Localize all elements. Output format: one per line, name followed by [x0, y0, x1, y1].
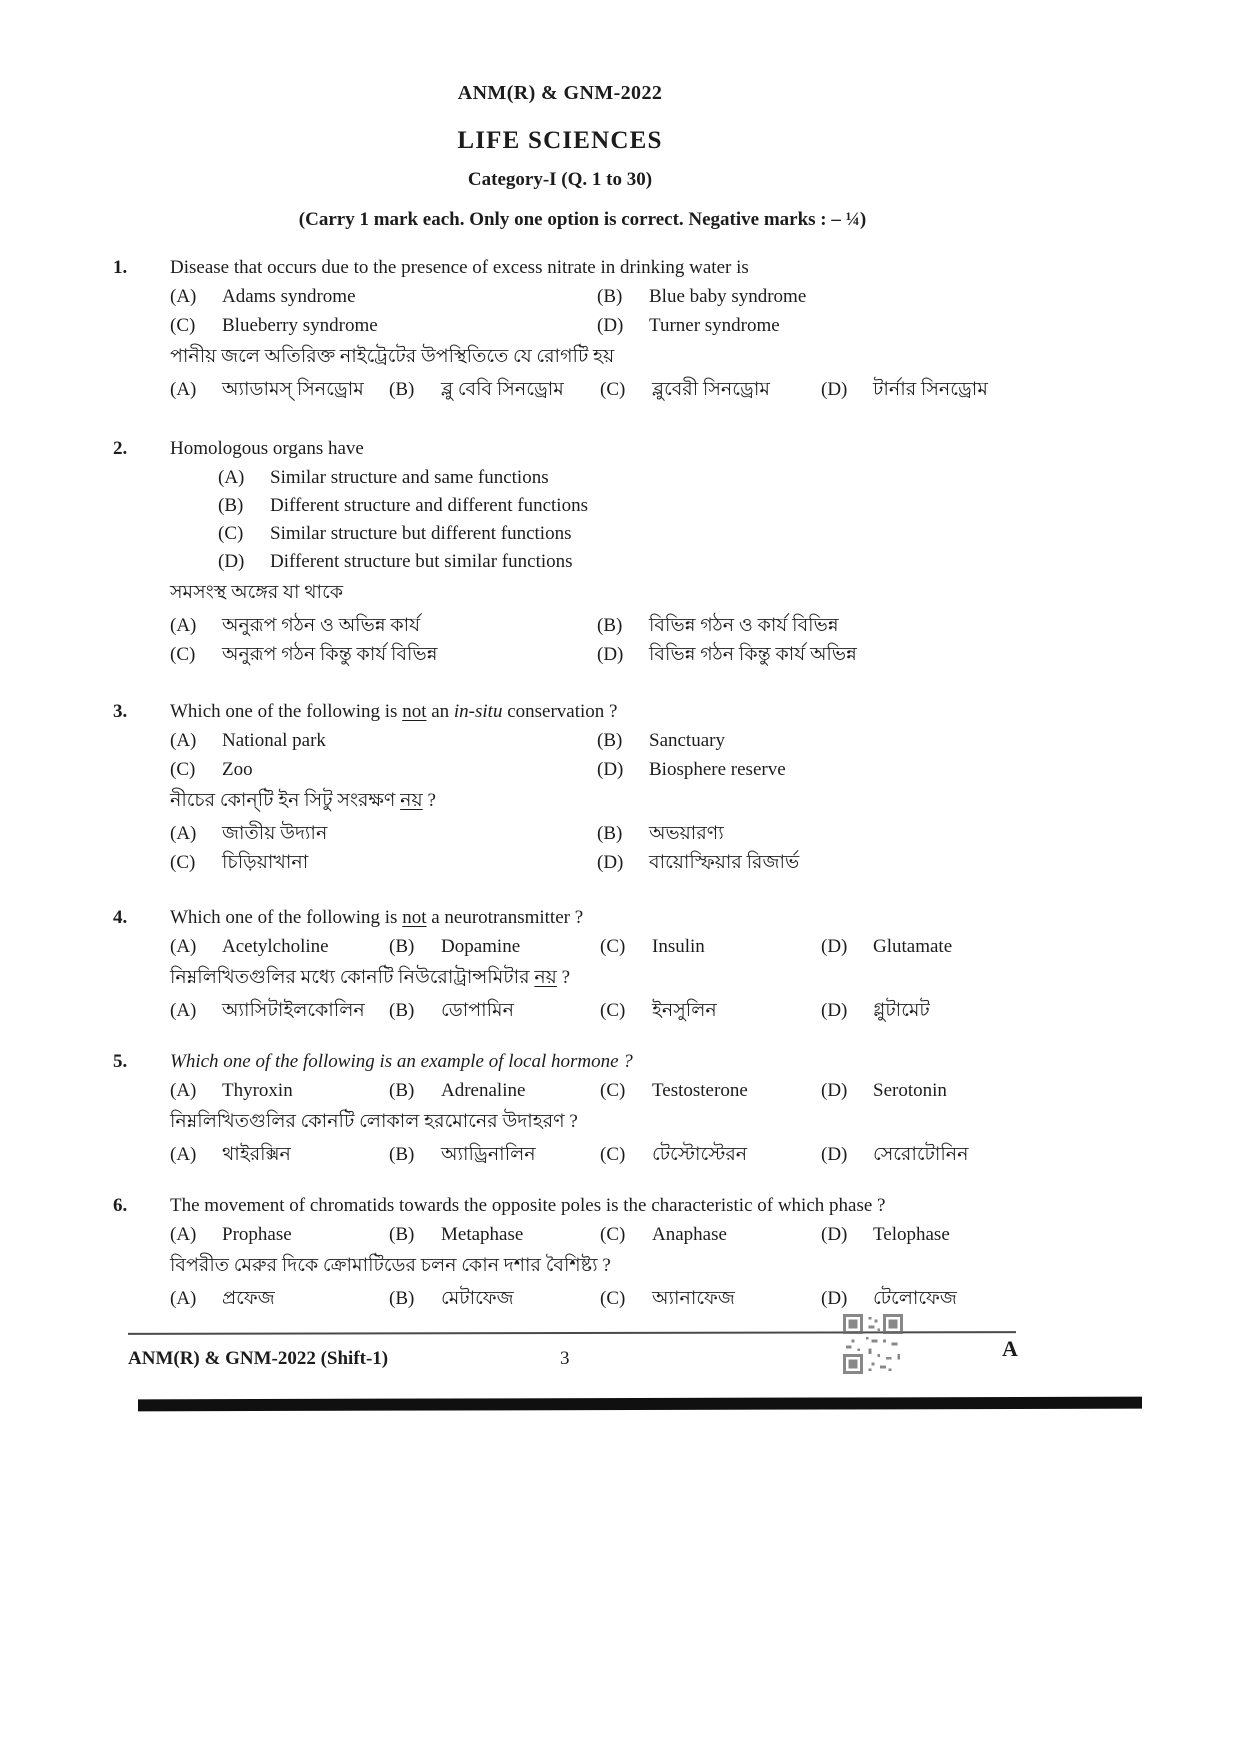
- option-label: (D): [821, 379, 848, 400]
- question-text-en: Homologous organs have: [170, 438, 364, 459]
- option-label: (D): [821, 1224, 848, 1245]
- question-text-part: not: [402, 907, 427, 928]
- option-label: (D): [821, 936, 848, 957]
- option-label: (A): [170, 1080, 197, 1101]
- option-text: জাতীয় উদ্যান: [222, 823, 328, 844]
- question-text-en: [170, 699, 1018, 724]
- option-label: (B): [597, 286, 623, 307]
- option-text: চিড়িয়াখানা: [222, 852, 309, 873]
- option: [597, 821, 1018, 846]
- option-label: (C): [600, 936, 626, 957]
- question-2: [113, 436, 1240, 667]
- option-text: অ্যাডামস্ সিনড্রোম: [222, 379, 364, 400]
- option-label: (D): [597, 852, 624, 873]
- options-en: [170, 1222, 1018, 1247]
- instructions: (Carry 1 mark each. Only one option is correct. Negative marks : – ¼): [298, 209, 867, 230]
- option: [170, 284, 597, 309]
- option-text: অ্যাড্রিনালিন: [441, 1144, 536, 1165]
- option-text: Telophase: [873, 1224, 950, 1245]
- option-label: (C): [600, 1080, 626, 1101]
- option: [170, 998, 389, 1023]
- option-text: ডোপামিন: [441, 1000, 514, 1021]
- option-label: (B): [389, 379, 415, 400]
- option-label: (A): [170, 1288, 197, 1309]
- options-bn: [170, 1142, 1018, 1167]
- option-text: Glutamate: [873, 936, 953, 957]
- option-label: (A): [170, 730, 197, 751]
- question-text-part: নীচের কোন্‌টি ইন সিটু সংরক্ষণ: [170, 790, 401, 811]
- option: [170, 313, 597, 338]
- option-text: Blueberry syndrome: [222, 315, 378, 336]
- option-text: অ্যানাফেজ: [652, 1288, 735, 1309]
- option-text: ইনসুলিন: [652, 1000, 717, 1021]
- options-en: [170, 284, 1018, 338]
- option-text: ব্লুবেরী সিনড্রোম: [652, 379, 770, 400]
- option-text: Serotonin: [873, 1080, 947, 1101]
- category-title: Category-I (Q. 1 to 30): [467, 169, 653, 190]
- question-text-part: conservation ?: [502, 701, 618, 722]
- option: [170, 642, 597, 667]
- option: [597, 728, 1018, 753]
- option: [170, 850, 597, 875]
- option: [389, 377, 600, 402]
- question-text-bn: সমসংস্থ অঙ্গের যা থাকে: [170, 582, 343, 603]
- question-text-part: not: [402, 701, 427, 722]
- option-label: (C): [170, 644, 196, 665]
- option: [389, 934, 600, 959]
- option: [821, 1078, 1018, 1103]
- options-bn: [170, 613, 1018, 667]
- footer-exam-shift: ANM(R) & GNM-2022 (Shift-1): [128, 1348, 389, 1369]
- question-text-en: Disease that occurs due to the presence of excess nitrate in drinking water is: [170, 257, 749, 278]
- option-text: Different structure but similar functions: [270, 551, 573, 572]
- option-text: মেটাফেজ: [441, 1288, 514, 1309]
- option-label: (A): [170, 379, 197, 400]
- set-code: A: [1002, 1336, 1018, 1361]
- page-number: 3: [560, 1348, 570, 1369]
- option: [597, 757, 1018, 782]
- question-text-part: ?: [556, 967, 571, 988]
- option-text: অভয়ারণ্য: [649, 823, 724, 844]
- option-label: (C): [600, 1224, 626, 1245]
- question-number: 5.: [113, 1051, 128, 1072]
- options-en: [170, 465, 1018, 574]
- option-text: Zoo: [222, 759, 253, 780]
- option: [218, 465, 1018, 490]
- option: [821, 998, 1018, 1023]
- option-label: (B): [389, 1000, 415, 1021]
- option: [389, 1078, 600, 1103]
- option-label: (D): [597, 315, 624, 336]
- option: [170, 377, 389, 402]
- option: [597, 284, 1018, 309]
- question-text-part: ?: [422, 790, 436, 811]
- option-label: (B): [389, 936, 415, 957]
- option: [170, 1142, 389, 1167]
- option-text: Similar structure and same functions: [270, 467, 549, 488]
- question-number: 1.: [113, 257, 128, 278]
- option-label: (A): [170, 823, 197, 844]
- option-text: টেস্টোস্টেরন: [652, 1144, 748, 1165]
- option-text: National park: [222, 730, 326, 751]
- option-text: Acetylcholine: [222, 936, 329, 957]
- option-text: Biosphere reserve: [649, 759, 786, 780]
- option-text: প্রফেজ: [222, 1288, 275, 1309]
- option-text: Anaphase: [652, 1224, 727, 1245]
- option: [597, 313, 1018, 338]
- option-text: Dopamine: [441, 936, 521, 957]
- question-text-en: The movement of chromatids towards the opposite poles is the characteristic of which phase ?: [170, 1195, 886, 1216]
- option-label: (D): [821, 1144, 848, 1165]
- option-label: (A): [170, 1144, 197, 1165]
- exam-title: ANM(R) & GNM-2022: [457, 82, 663, 104]
- option: [597, 613, 1018, 638]
- option-label: (C): [218, 523, 244, 544]
- option-label: (A): [170, 1000, 197, 1021]
- question-text-bn: নিম্নলিখিতগুলির কোনটি লোকাল হরমোনের উদাহরণ ?: [170, 1111, 578, 1132]
- subject-title: LIFE SCIENCES: [457, 127, 663, 154]
- option-label: (C): [170, 315, 196, 336]
- question-4: [113, 905, 1240, 1023]
- question-1: [113, 255, 1240, 402]
- option-label: (B): [218, 495, 244, 516]
- option: [600, 1222, 821, 1247]
- option-label: (C): [600, 1144, 626, 1165]
- option-text: বায়োস্ফিয়ার রিজার্ভ: [649, 852, 800, 873]
- option-text: Similar structure but different functions: [270, 523, 572, 544]
- option-label: (D): [821, 1080, 848, 1101]
- option-text: অনুরূপ গঠন কিন্তু কার্য বিভিন্ন: [222, 644, 438, 665]
- option: [597, 850, 1018, 875]
- option: [170, 1078, 389, 1103]
- option-text: Insulin: [652, 936, 705, 957]
- option: [170, 728, 597, 753]
- option: [170, 934, 389, 959]
- option-label: (D): [597, 644, 624, 665]
- options-bn: [170, 821, 1018, 875]
- option: [218, 521, 1018, 546]
- option-label: (D): [218, 551, 245, 572]
- option-label: (A): [170, 615, 197, 636]
- question-number: 4.: [113, 907, 128, 928]
- question-text-part: নয়: [534, 967, 557, 988]
- question-text-part: Which one of the following is: [170, 701, 403, 722]
- question-number: 6.: [113, 1195, 128, 1216]
- option: [389, 1286, 600, 1311]
- option-text: সেরোটোনিন: [873, 1144, 969, 1165]
- option-label: (B): [389, 1144, 415, 1165]
- option-label: (C): [170, 852, 196, 873]
- option-label: (B): [597, 615, 623, 636]
- option-text: Thyroxin: [222, 1080, 293, 1101]
- option-label: (B): [389, 1288, 415, 1309]
- option: [821, 1286, 1018, 1311]
- options-bn: [170, 1286, 1018, 1311]
- option: [170, 613, 597, 638]
- question-text-bn: [170, 788, 1018, 813]
- question-number: 2.: [113, 438, 128, 459]
- question-text-en: [170, 905, 1018, 930]
- option: [597, 642, 1018, 667]
- option-text: বিভিন্ন গঠন ও কার্য বিভিন্ন: [649, 615, 839, 636]
- question-text-part: Which one of the following is: [170, 907, 403, 928]
- option-label: (B): [597, 823, 623, 844]
- option-label: (D): [821, 1288, 848, 1309]
- option-label: (B): [389, 1080, 415, 1101]
- option: [821, 1142, 1018, 1167]
- option: [170, 757, 597, 782]
- option-text: ব্লু বেবি সিনড্রোম: [441, 379, 564, 400]
- header: [0, 0, 1120, 191]
- option-label: (A): [218, 467, 245, 488]
- question-text-en: Which one of the following is an example of local hormone ?: [170, 1051, 633, 1072]
- option-text: টেলোফেজ: [873, 1288, 957, 1309]
- qr-code: [843, 1314, 903, 1374]
- option-label: (C): [600, 1288, 626, 1309]
- option-text: গ্লুটামেট: [873, 1000, 930, 1021]
- option: [600, 998, 821, 1023]
- question-5: [113, 1049, 1240, 1167]
- option-text: Different structure and different functions: [270, 495, 588, 516]
- question-text-part: in-situ: [453, 701, 503, 722]
- option-label: (C): [600, 1000, 626, 1021]
- option: [600, 1142, 821, 1167]
- options-en: [170, 728, 1018, 782]
- option-label: (D): [821, 1000, 848, 1021]
- option-label: (A): [170, 1224, 197, 1245]
- question-text-bn: বিপরীত মেরুর দিকে ক্রোমাটিডের চলন কোন দশার বৈশিষ্ট্য ?: [170, 1255, 611, 1276]
- option-text: Testosterone: [652, 1080, 748, 1101]
- option: [600, 377, 821, 402]
- option: [389, 1222, 600, 1247]
- option-text: Metaphase: [441, 1224, 524, 1245]
- option-label: (C): [170, 759, 196, 780]
- option-text: Turner syndrome: [649, 315, 780, 336]
- option: [218, 549, 1018, 574]
- option: [600, 1078, 821, 1103]
- option: [821, 934, 1018, 959]
- option-text: Sanctuary: [649, 730, 725, 751]
- option-text: Adams syndrome: [222, 286, 356, 307]
- option-text: Blue baby syndrome: [649, 286, 807, 307]
- question-6: [113, 1193, 1240, 1311]
- options-bn: [170, 377, 1018, 402]
- question-text-bn: পানীয় জলে অতিরিক্ত নাইট্রেটের উপস্থিতিতে যে রোগটি হয়: [170, 346, 615, 367]
- option-label: (A): [170, 286, 197, 307]
- option-text: বিভিন্ন গঠন কিন্তু কার্য অভিন্ন: [649, 644, 857, 665]
- option: [821, 1222, 1018, 1247]
- question-number: 3.: [113, 701, 128, 722]
- option: [218, 493, 1018, 518]
- question-text-part: নয়: [400, 790, 423, 811]
- option-label: (B): [389, 1224, 415, 1245]
- question-text-part: an: [426, 701, 454, 722]
- options-en: [170, 934, 1018, 959]
- option: [600, 934, 821, 959]
- option-text: Adrenaline: [441, 1080, 526, 1101]
- question-text-part: a neurotransmitter ?: [426, 907, 584, 928]
- option-text: অ্যাসিটাইলকোলিন: [222, 1000, 365, 1021]
- scan-edge-bar: [138, 1397, 1142, 1412]
- option-text: টার্নার সিনড্রোম: [873, 379, 988, 400]
- option-label: (B): [597, 730, 623, 751]
- option: [170, 821, 597, 846]
- options-en: [170, 1078, 1018, 1103]
- question-text-bn: [170, 965, 1018, 990]
- question-3: [113, 699, 1240, 875]
- option: [600, 1286, 821, 1311]
- option: [170, 1286, 389, 1311]
- option: [821, 377, 1018, 402]
- option: [170, 1222, 389, 1247]
- option-text: Prophase: [222, 1224, 292, 1245]
- option: [389, 1142, 600, 1167]
- question-text-part: নিম্নলিখিতগুলির মধ্যে কোনটি নিউরোট্রান্সমিটার: [170, 967, 535, 988]
- option-label: (D): [597, 759, 624, 780]
- option-label: (A): [170, 936, 197, 957]
- option-label: (C): [600, 379, 626, 400]
- option-text: থাইরক্সিন: [222, 1144, 291, 1165]
- options-bn: [170, 998, 1018, 1023]
- option-text: অনুরূপ গঠন ও অভিন্ন কার্য: [222, 615, 421, 636]
- option: [389, 998, 600, 1023]
